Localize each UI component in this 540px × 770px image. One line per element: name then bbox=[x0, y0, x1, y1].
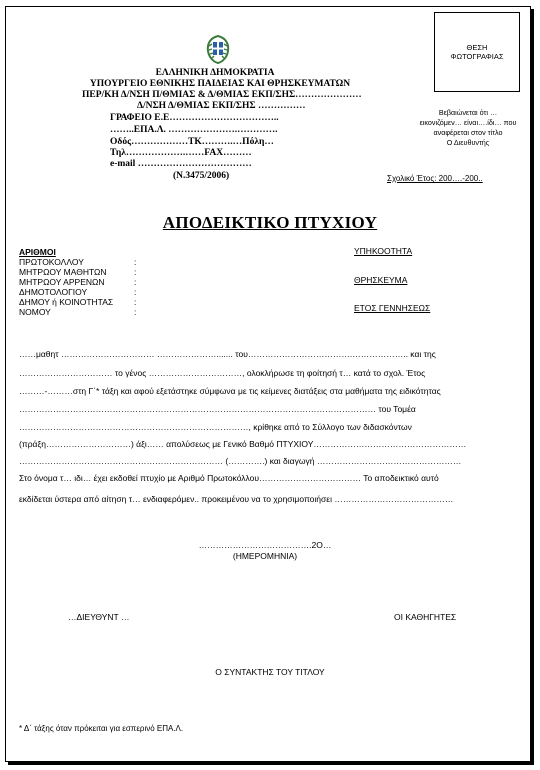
number-item: ΔΗΜΟΥ ή ΚΟΙΝΟΤΗΤΑΣ bbox=[19, 297, 114, 307]
certification-line: Βεβαιώνεται ότι … bbox=[438, 108, 498, 117]
document-title: ΑΠΟΔΕΙΚΤΙΚΟ ΠΤΥΧΙΟΥ bbox=[162, 213, 378, 232]
address-line: Οδός………………ΤΚ……….…Πόλη… bbox=[110, 137, 274, 147]
email-line: e-mail ……………………………… bbox=[110, 159, 252, 169]
numbers-colons bbox=[134, 257, 136, 317]
office-line: ΓΡΑΦΕΙΟ Ε.Ε…………………………….. bbox=[110, 113, 279, 123]
number-item: ΠΡΩΤΟΚΟΛΛΟΥ bbox=[19, 257, 84, 267]
body-line-6: (πράξη…………………………) άξι…… απολύσεως με Γενικό Βαθμό ΠΤΥΧΙΟΥ……………………………………………… bbox=[19, 439, 467, 449]
body-line-9: εκδίδεται ύστερα από αίτηση τ… ενδιαφερόμεν.. προκειμένου να το χρησιμοποιήσει …………………………………… bbox=[19, 494, 454, 504]
number-item: ΝΟΜΟΥ bbox=[19, 307, 51, 317]
numbers-heading: ΑΡΙΘΜΟΙ bbox=[19, 247, 56, 257]
colon: : bbox=[134, 287, 137, 297]
colon: : bbox=[134, 297, 137, 307]
citizenship-label: ΥΠΗΚΟΟΤΗΤΑ bbox=[354, 246, 413, 256]
phone-line: Τηλ……………….……FAX……… bbox=[110, 148, 252, 158]
numbers-list bbox=[19, 257, 113, 317]
body-line-3: ………-………στη Γ΄* τάξη και αφού εξετάστηκε σύμφωνα με τις κείμενες διατάξεις στα μαθήματα της ειδικότητας bbox=[19, 386, 441, 396]
birth-year-label: ΕΤΟΣ ΓΕΝΝΗΣΕΩΣ bbox=[354, 303, 431, 313]
photo-placeholder bbox=[434, 12, 520, 92]
ministry-name: ΥΠΟΥΡΓΕΙΟ ΕΘΝΙΚΗΣ ΠΑΙΔΕΙΑΣ ΚΑΙ ΘΡΗΣΚΕΥΜΑΤΩΝ bbox=[89, 79, 351, 89]
body-line-8: Στο όνομα τ… ιδι… έχει εκδοθεί πτυχίο με Αριθμό Πρωτοκόλλου……………………………… Το αποδεικτικό αυτό bbox=[19, 473, 439, 483]
school-year: Σχολικό Έτος: 200….-200.. bbox=[387, 174, 483, 183]
footnote: * Δ΄ τάξης όταν πρόκειται για εσπερινό ΕΠΑ.Λ. bbox=[19, 724, 184, 733]
body-line-4: ……………………………………………………………………………………………………………… του Τομέα bbox=[19, 404, 416, 414]
colon: : bbox=[134, 257, 137, 267]
school-line: ……..ΕΠΑ.Λ. ………………….…………. bbox=[110, 125, 278, 135]
greek-emblem-icon bbox=[205, 34, 231, 64]
body-line-2: …………………………… το γένος ……………………………, ολοκλήρωσε τη φοίτησή τ… κατά το σχολ. Έτος bbox=[19, 368, 426, 378]
number-item: ΜΗΤΡΩΟΥ ΜΑΘΗΤΩΝ bbox=[19, 267, 107, 277]
body-line-7: ……………………………………………………………… (………….) και διαγωγή …………………………………………… bbox=[19, 456, 462, 466]
date-line: ………………………………….2Ο… bbox=[198, 540, 332, 550]
director-signature: …ΔΙΕΥΘΥΝΤ … bbox=[68, 612, 130, 622]
teachers-signature: ΟΙ ΚΑΘΗΓΗΤΕΣ bbox=[394, 612, 457, 622]
body-line-1: ……μαθητ …………………………… …………………....... του……………………………….……………….. και της bbox=[19, 349, 436, 359]
colon: : bbox=[134, 267, 137, 277]
date-label: (ΗΜΕΡΟΜΗΝΙΑ) bbox=[232, 551, 298, 561]
photo-label-line2: ΦΩΤΟΓΡΑΦΙΑΣ bbox=[450, 52, 504, 61]
certification-line: εικονιζόμεν… είναι….ίδι… που bbox=[419, 118, 517, 127]
colon: : bbox=[134, 307, 137, 317]
regional-directorate: ΠΕΡ/ΚΗ Δ/ΝΣΗ Π/ΘΜΙΑΣ & Δ/ΘΜΙΑΣ ΕΚΠ/ΣΗΣ………………… bbox=[82, 90, 362, 100]
republic-title: ΕΛΛΗΝΙΚΗ ΔΗΜΟΚΡΑΤΙΑ bbox=[155, 68, 275, 78]
certification-line: Ο Διευθυντής bbox=[446, 138, 490, 147]
number-item: ΔΗΜΟΤΟΛΟΓΙΟΥ bbox=[19, 287, 88, 297]
religion-label: ΘΡΗΣΚΕΥΜΑ bbox=[354, 275, 408, 285]
law-reference: (Ν.3475/2006) bbox=[173, 171, 230, 181]
author-signature: Ο ΣΥΝΤΑΚΤΗΣ ΤΟΥ ΤΙΤΛΟΥ bbox=[215, 667, 325, 677]
photo-label-line1: ΘΕΣΗ bbox=[466, 43, 488, 52]
body-line-5: ………………………………………………………………………, κρίθηκε από το Σύλλογο των διδασκόντων bbox=[19, 422, 412, 432]
secondary-directorate: Δ/ΝΣΗ Δ/ΘΜΙΑΣ ΕΚΠ/ΣΗΣ …………… bbox=[137, 101, 306, 111]
certification-note bbox=[408, 108, 528, 148]
number-item: ΜΗΤΡΩΟΥ ΑΡΡΕΝΩΝ bbox=[19, 277, 105, 287]
colon: : bbox=[134, 277, 137, 287]
certification-line: αναφέρεται στον τίτλο bbox=[433, 128, 503, 137]
